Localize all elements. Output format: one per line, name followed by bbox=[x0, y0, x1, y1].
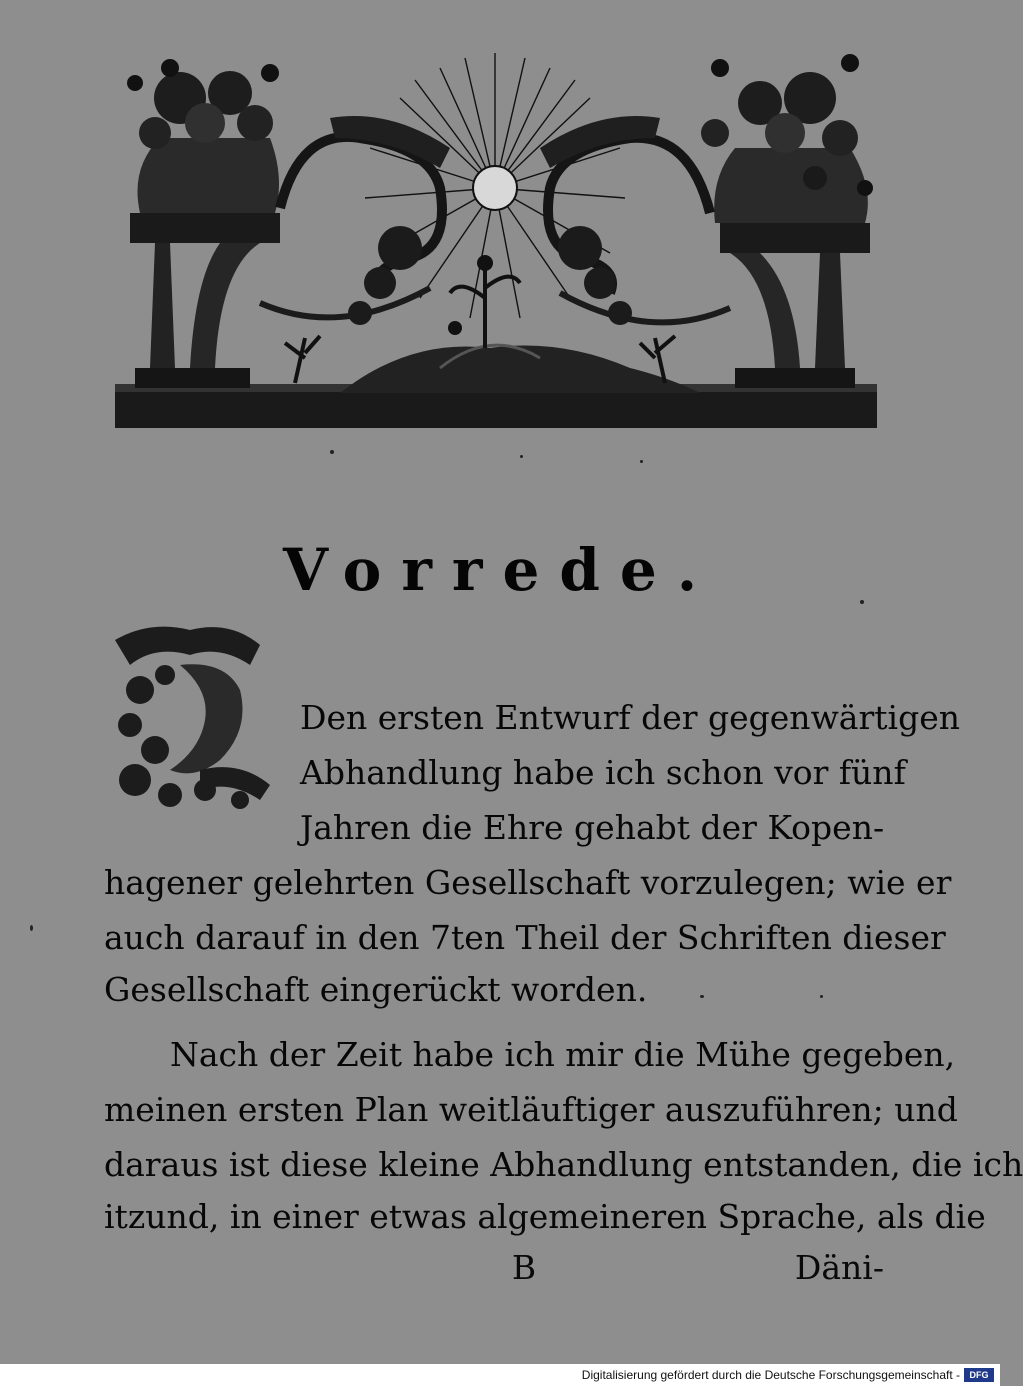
footer-credit: Digitalisierung gefördert durch die Deutsche Forschungsgemeinschaft - bbox=[581, 1368, 960, 1382]
left-pedestal bbox=[127, 59, 280, 388]
chapter-title: Vorrede. bbox=[282, 536, 718, 604]
print-speck bbox=[640, 460, 643, 463]
text-line: Nach der Zeit habe ich mir die Mühe gegeben, bbox=[170, 1035, 956, 1074]
print-speck bbox=[860, 600, 864, 604]
text-line: Den ersten Entwurf der gegenwärtigen bbox=[300, 698, 960, 737]
text-line: hagener gelehrten Gesellschaft vorzulegen; wie er bbox=[104, 863, 952, 902]
page-foot-row bbox=[104, 1248, 884, 1288]
dfg-logo-icon: DFG bbox=[964, 1368, 994, 1382]
central-plant bbox=[450, 268, 520, 348]
print-speck bbox=[30, 925, 33, 931]
floral-ornament-icon bbox=[115, 627, 270, 809]
text-line: Gesellschaft eingerückt worden. bbox=[104, 970, 648, 1009]
text-line: daraus ist diese kleine Abhandlung entstanden, die ich bbox=[104, 1145, 1023, 1184]
digitization-footer bbox=[0, 1364, 1000, 1386]
text-line: meinen ersten Plan weitläuftiger auszuführen; und bbox=[104, 1090, 958, 1129]
signature-mark: B bbox=[511, 1248, 537, 1287]
headpiece-ornament bbox=[110, 38, 882, 438]
text-line: itzund, in einer etwas algemeineren Sprache, als die bbox=[104, 1197, 986, 1236]
print-speck bbox=[520, 455, 523, 458]
catchword: Däni- bbox=[794, 1248, 884, 1287]
print-speck bbox=[700, 995, 704, 998]
decorated-initial bbox=[110, 620, 270, 820]
print-speck bbox=[820, 995, 823, 998]
print-speck bbox=[330, 450, 334, 454]
text-line: auch darauf in den 7ten Theil der Schriften dieser bbox=[104, 918, 946, 957]
sun bbox=[473, 166, 517, 210]
text-line: Abhandlung habe ich schon vor fünf bbox=[300, 753, 906, 792]
right-pedestal bbox=[701, 54, 873, 388]
text-line: Jahren die Ehre gehabt der Kopen- bbox=[300, 808, 885, 847]
